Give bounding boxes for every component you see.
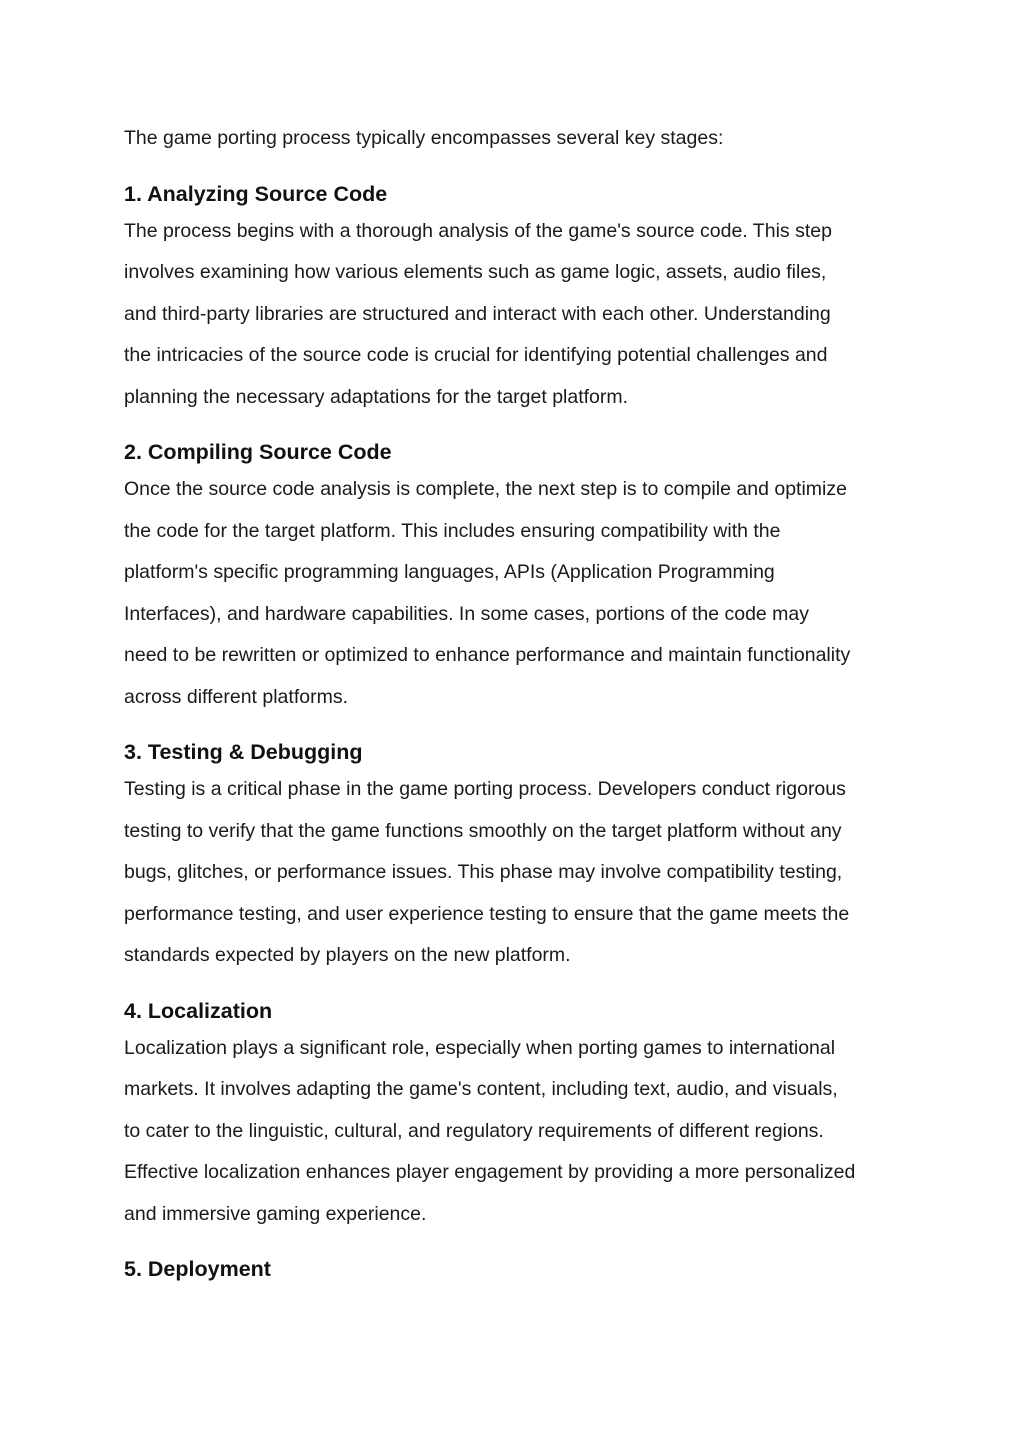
intro-paragraph: The game porting process typically encompasses several key stages:: [124, 127, 724, 149]
paragraph-line: testing to verify that the game functions smoothly on the target platform without any: [124, 819, 842, 842]
section-heading: 2. Compiling Source Code: [124, 440, 392, 464]
paragraph-line: to cater to the linguistic, cultural, and regulatory requirements of different regions.: [124, 1119, 824, 1142]
section-paragraph: [124, 211, 914, 419]
section-heading: 1. Analyzing Source Code: [124, 181, 388, 206]
paragraph-line: involves examining how various elements such as game logic, assets, audio files,: [124, 261, 827, 283]
document-page: [124, 118, 914, 1286]
paragraph-line: and immersive gaming experience.: [124, 1202, 427, 1225]
paragraph-line: The process begins with a thorough analysis of the game's source code. This step: [124, 219, 832, 242]
section-heading: 4. Localization: [124, 998, 273, 1023]
paragraph-line: and third-party libraries are structured and interact with each other. Understanding: [124, 302, 831, 325]
paragraph-line: platform's specific programming languages, APIs (Application Programming: [124, 561, 775, 583]
paragraph-line: Interfaces), and hardware capabilities. In some cases, portions of the code may: [124, 602, 810, 625]
paragraph-line: Localization plays a significant role, especially when porting games to international: [124, 1036, 836, 1059]
section-5: [124, 1256, 914, 1282]
paragraph-line: Testing is a critical phase in the game porting process. Developers conduct rigorous: [124, 778, 846, 800]
paragraph-line: need to be rewritten or optimized to enhance performance and maintain functionality: [124, 644, 851, 666]
paragraph-line: performance testing, and user experience testing to ensure that the game meets the: [124, 902, 850, 925]
section-1: [124, 181, 914, 419]
section-paragraph: [124, 769, 914, 977]
paragraph-line: the intricacies of the source code is crucial for identifying potential challenges and: [124, 344, 828, 366]
paragraph-line: markets. It involves adapting the game's content, including text, audio, and visuals,: [124, 1078, 838, 1100]
paragraph-line: the code for the target platform. This includes ensuring compatibility with the: [124, 519, 781, 542]
paragraph-line: Once the source code analysis is complete, the next step is to compile and optimize: [124, 478, 847, 500]
section-heading: 3. Testing & Debugging: [124, 740, 363, 764]
section-3: [124, 739, 914, 977]
paragraph-line: Effective localization enhances player engagement by providing a more personalized: [124, 1161, 856, 1183]
section-4: [124, 998, 914, 1236]
section-heading: 5. Deployment: [124, 1257, 271, 1281]
section-2: [124, 439, 914, 718]
paragraph-line: standards expected by players on the new platform.: [124, 944, 571, 966]
paragraph-line: planning the necessary adaptations for the target platform.: [124, 385, 629, 408]
section-paragraph: [124, 1028, 914, 1236]
paragraph-line: across different platforms.: [124, 685, 348, 708]
section-paragraph: [124, 469, 914, 718]
paragraph-line: bugs, glitches, or performance issues. This phase may involve compatibility testing,: [124, 861, 843, 883]
sections-container: [124, 181, 914, 1283]
